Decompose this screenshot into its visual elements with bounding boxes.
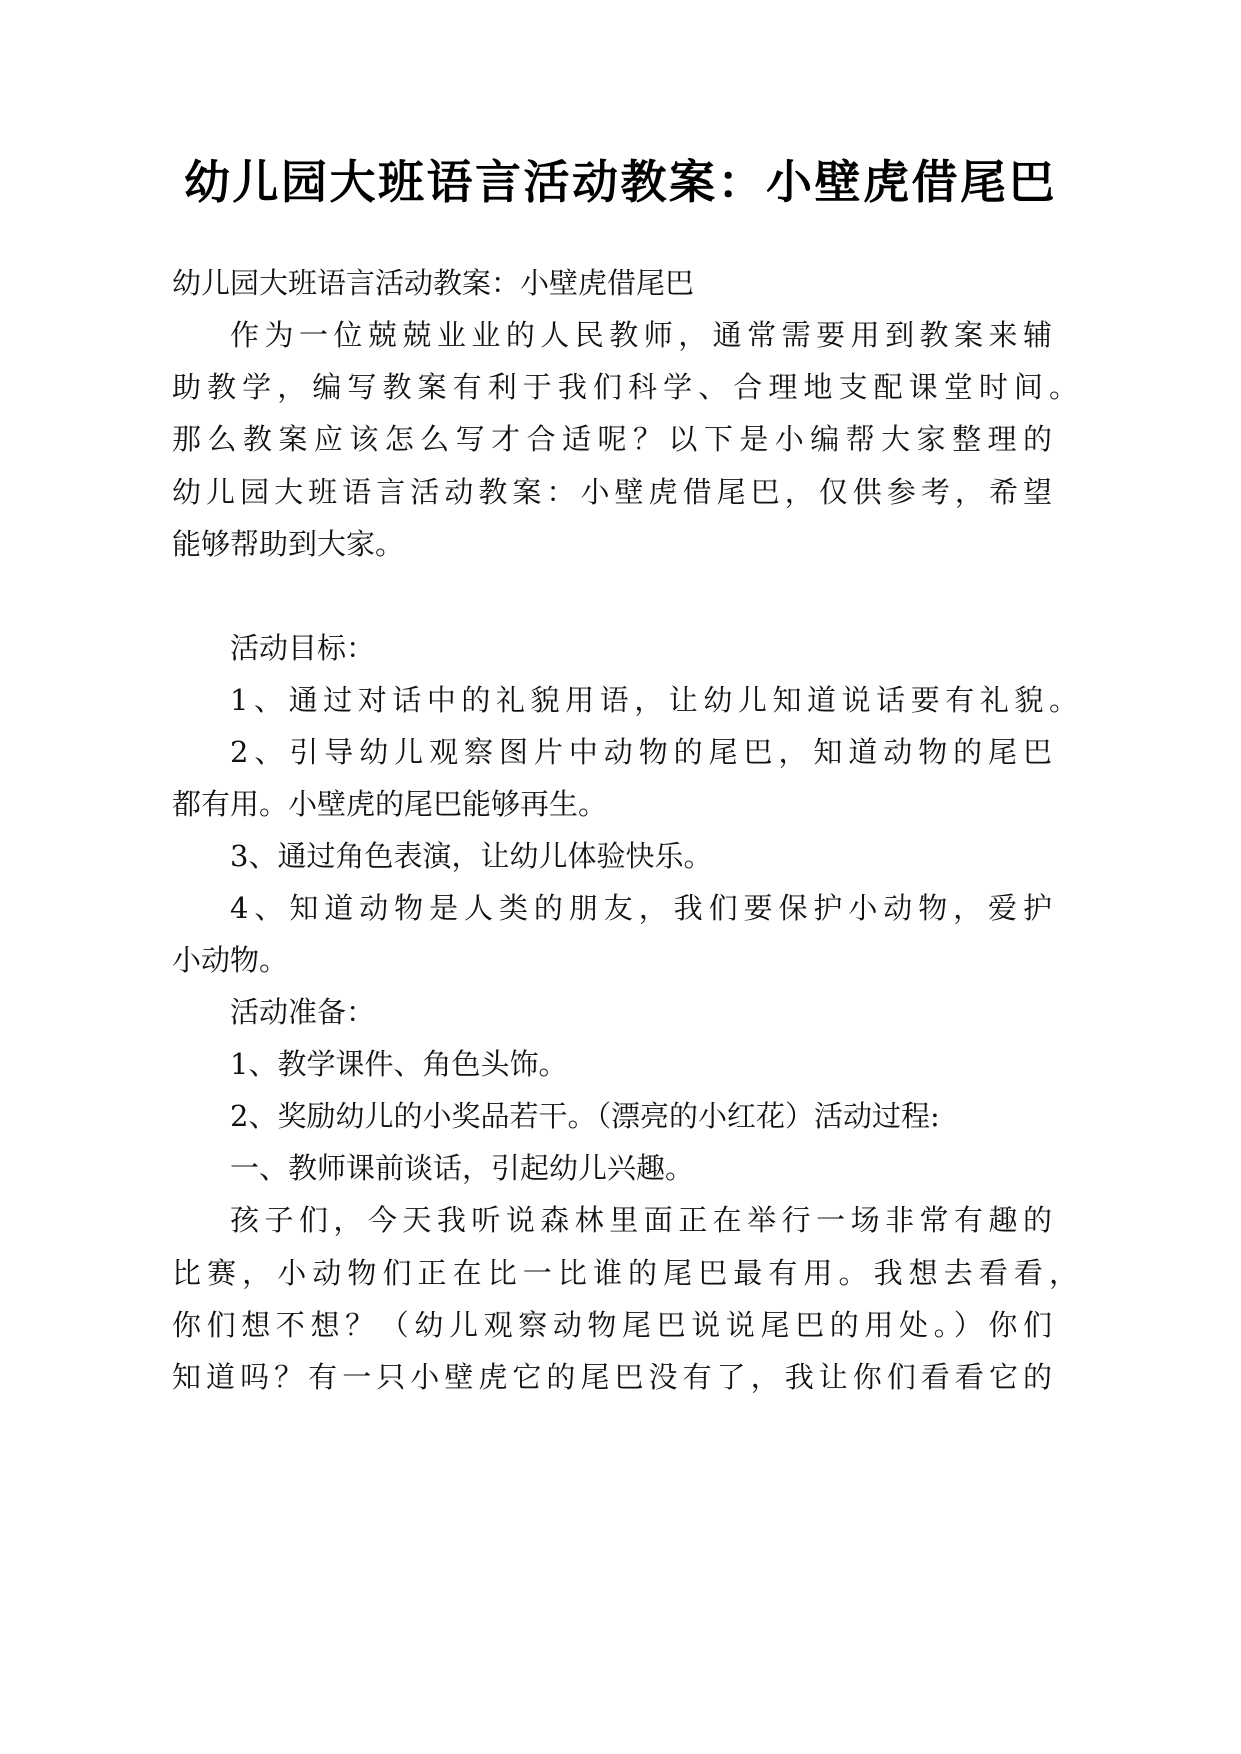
section-heading-preparation: 活动准备： <box>230 995 376 1029</box>
preparation-item-line: 2、奖励幼儿的小奖品若干。（漂亮的小红花）活动过程: <box>230 1099 940 1133</box>
intro-paragraph-line: 助教学，编写教案有利于我们科学、合理地支配课堂时间。 <box>172 370 1085 404</box>
goal-item-line: 4、知道动物是人类的朋友，我们要保护小动物，爱护 <box>230 891 1058 925</box>
goal-item-line: 小动物。 <box>172 943 289 977</box>
story-paragraph-line: 你们想不想？（幼儿观察动物尾巴说说尾巴的用处。）你们 <box>172 1308 1058 1342</box>
section-heading-goals: 活动目标： <box>230 631 376 665</box>
goal-item-line: 2、引导幼儿观察图片中动物的尾巴，知道动物的尾巴 <box>230 735 1058 769</box>
preparation-item-line: 1、教学课件、角色头饰。 <box>230 1047 568 1081</box>
intro-paragraph-line: 那么教案应该怎么写才合适呢？以下是小编帮大家整理的 <box>172 422 1059 456</box>
document-heading: 幼儿园大班语言活动教案：小壁虎借尾巴 <box>172 266 695 300</box>
goal-item-line: 都有用。小壁虎的尾巴能够再生。 <box>172 787 608 821</box>
intro-paragraph-line: 作为一位兢兢业业的人民教师，通常需要用到教案来辅 <box>230 318 1058 352</box>
story-paragraph-line: 知道吗？有一只小壁虎它的尾巴没有了，我让你们看看它的 <box>172 1360 1058 1394</box>
process-step-heading: 一、教师课前谈话，引起幼儿兴趣。 <box>230 1151 695 1185</box>
intro-paragraph-line: 能够帮助到大家。 <box>172 527 405 561</box>
story-paragraph-line: 比赛，小动物们正在比一比谁的尾巴最有用。我想去看看， <box>172 1256 1085 1290</box>
goal-item-line: 3、通过角色表演，让幼儿体验快乐。 <box>230 839 713 873</box>
story-paragraph-line: 孩子们，今天我听说森林里面正在举行一场非常有趣的 <box>230 1203 1058 1237</box>
intro-paragraph-line: 幼儿园大班语言活动教案：小壁虎借尾巴，仅供参考，希望 <box>172 475 1058 509</box>
goal-item-line: 1、通过对话中的礼貌用语，让幼儿知道说话要有礼貌。 <box>230 683 1084 717</box>
page-title: 幼儿园大班语言活动教案：小壁虎借尾巴 <box>184 155 1057 209</box>
